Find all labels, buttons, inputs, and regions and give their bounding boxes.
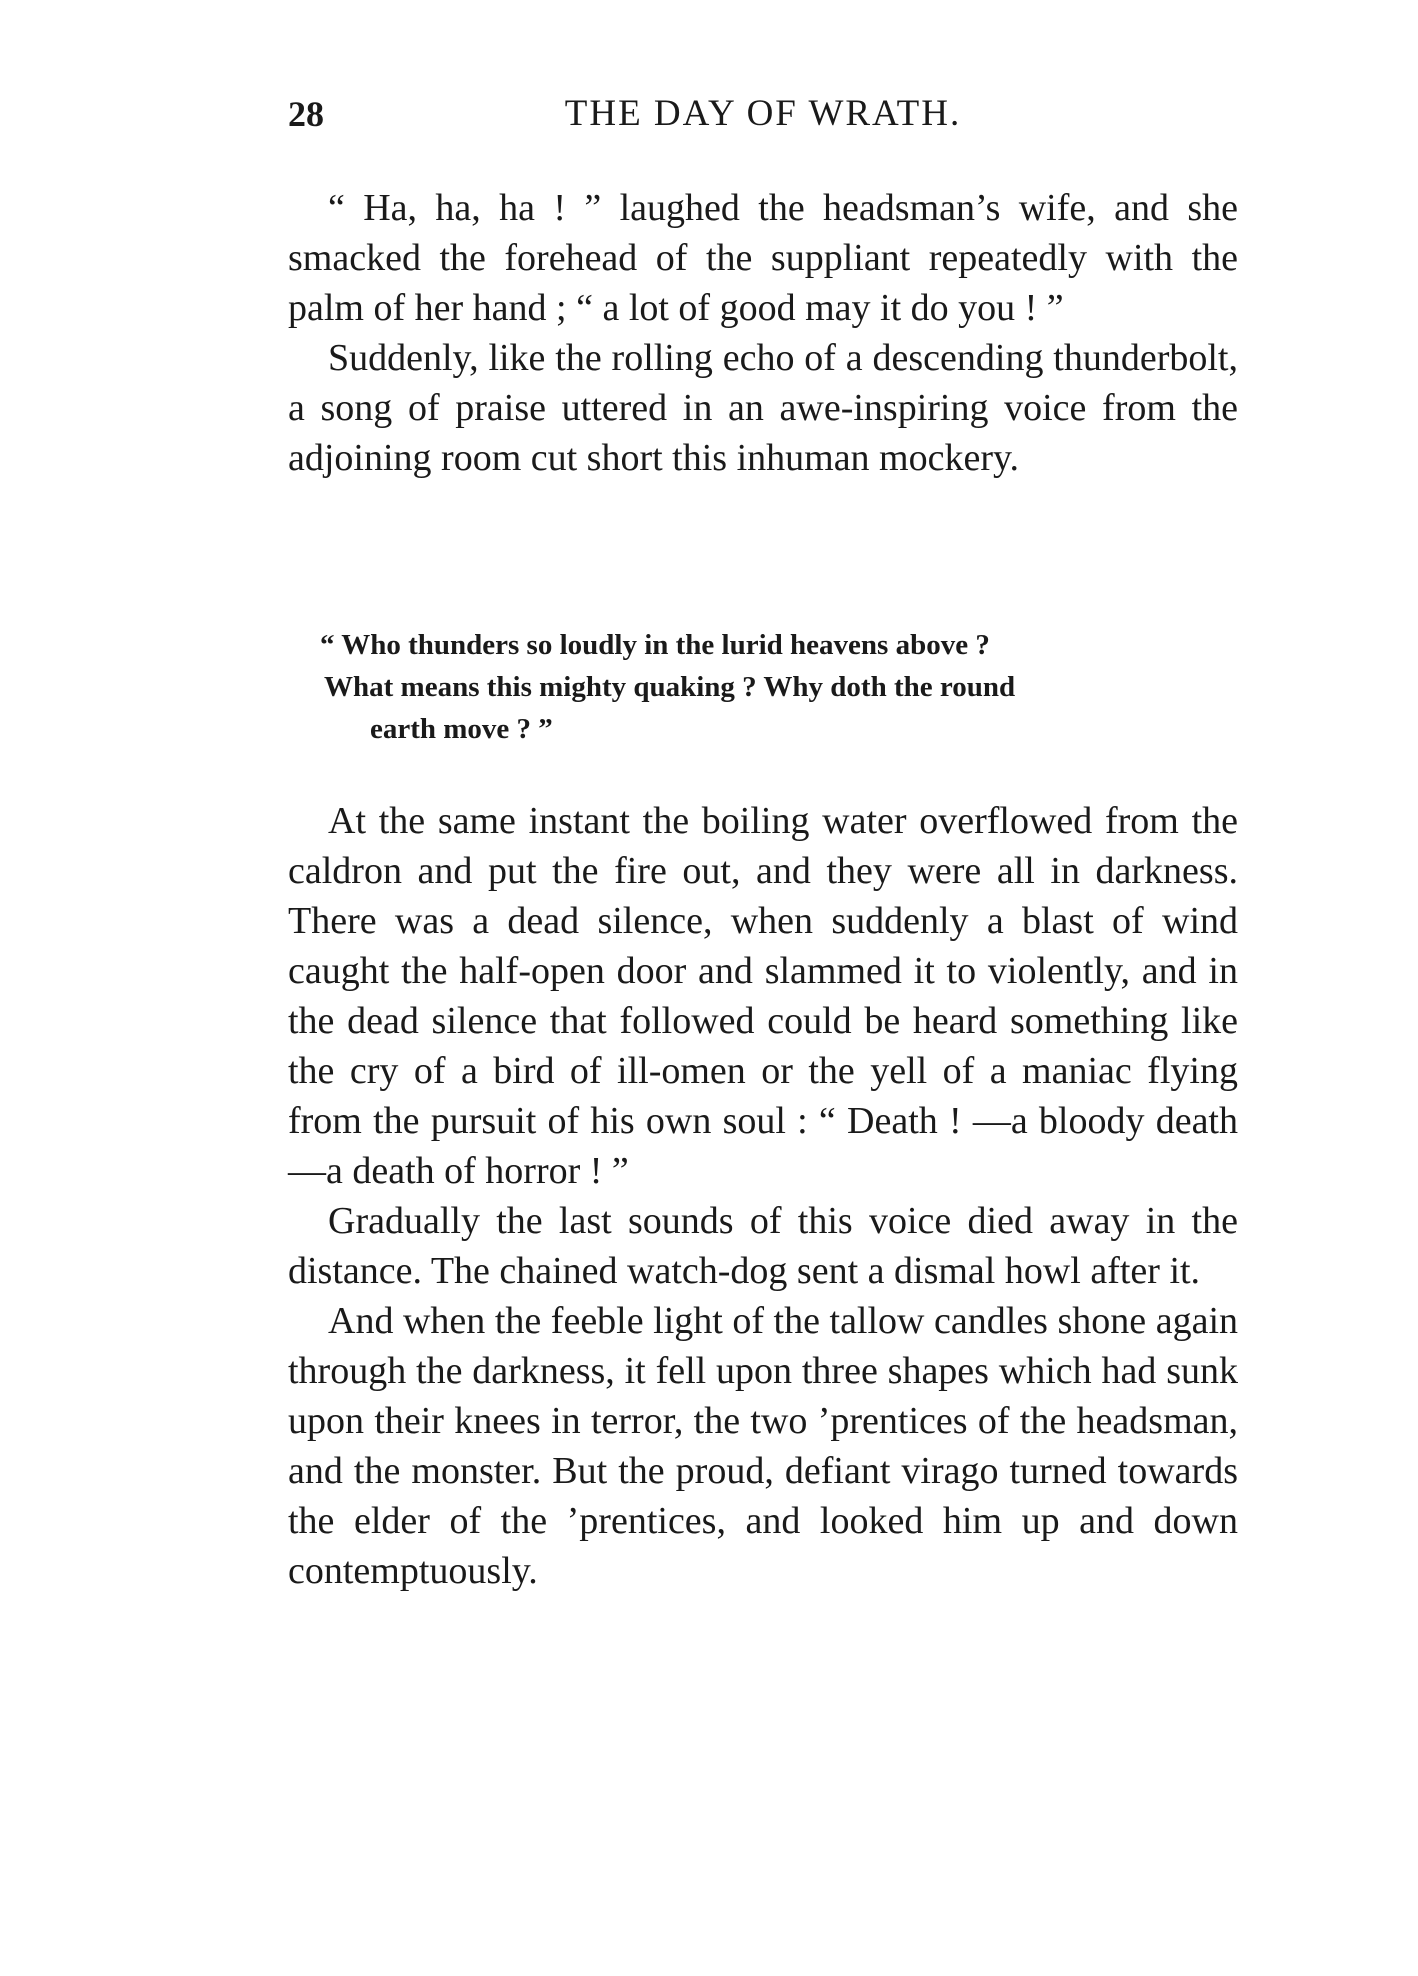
text-block-bottom bbox=[288, 796, 1238, 1596]
verse-line: earth move ? ” bbox=[370, 713, 553, 745]
verse-quotation bbox=[320, 624, 1240, 750]
verse-line: What means this mighty quaking ? Why doth the round bbox=[324, 671, 1016, 703]
page-number: 28 bbox=[288, 94, 324, 134]
paragraph: “ Ha, ha, ha ! ” laughed the headsman’s wife, and she smacked the forehead of the suppliant repeatedly with the palm of her hand ; “ a lot of good may it do you ! ” bbox=[288, 187, 1238, 329]
paragraph: Gradually the last sounds of this voice died away in the distance. The chained watch-dog sent a dismal howl after it. bbox=[288, 1200, 1238, 1292]
paragraph: And when the feeble light of the tallow candles shone again through the darkness, it fell upon three shapes which had sunk upon their knees in terror, the two ’prentices of the headsman, and the monster. But the proud, defiant virago turned towards the elder of the ’prentices, and looked him up and down contemptuously. bbox=[288, 1300, 1238, 1592]
running-title: THE DAY OF WRATH. bbox=[564, 93, 962, 134]
paragraph: Suddenly, like the rolling echo of a descending thunderbolt, a song of praise uttered in an awe-inspiring voice from the adjoining room cut short this inhuman mockery. bbox=[288, 337, 1238, 479]
page-header bbox=[288, 92, 1238, 142]
text-block-top bbox=[288, 183, 1238, 483]
paragraph: At the same instant the boiling water overflowed from the caldron and put the fire out, and they were all in darkness. There was a dead silence, when suddenly a blast of wind caught the half-open door and slammed it to violently, and in the dead silence that followed could be heard something like the cry of a bird of ill-omen or the yell of a maniac flying from the pursuit of his own soul : “ Death ! —a bloody death—a death of horror ! ” bbox=[288, 800, 1238, 1192]
verse-line: “ Who thunders so loudly in the lurid heavens above ? bbox=[320, 629, 990, 661]
